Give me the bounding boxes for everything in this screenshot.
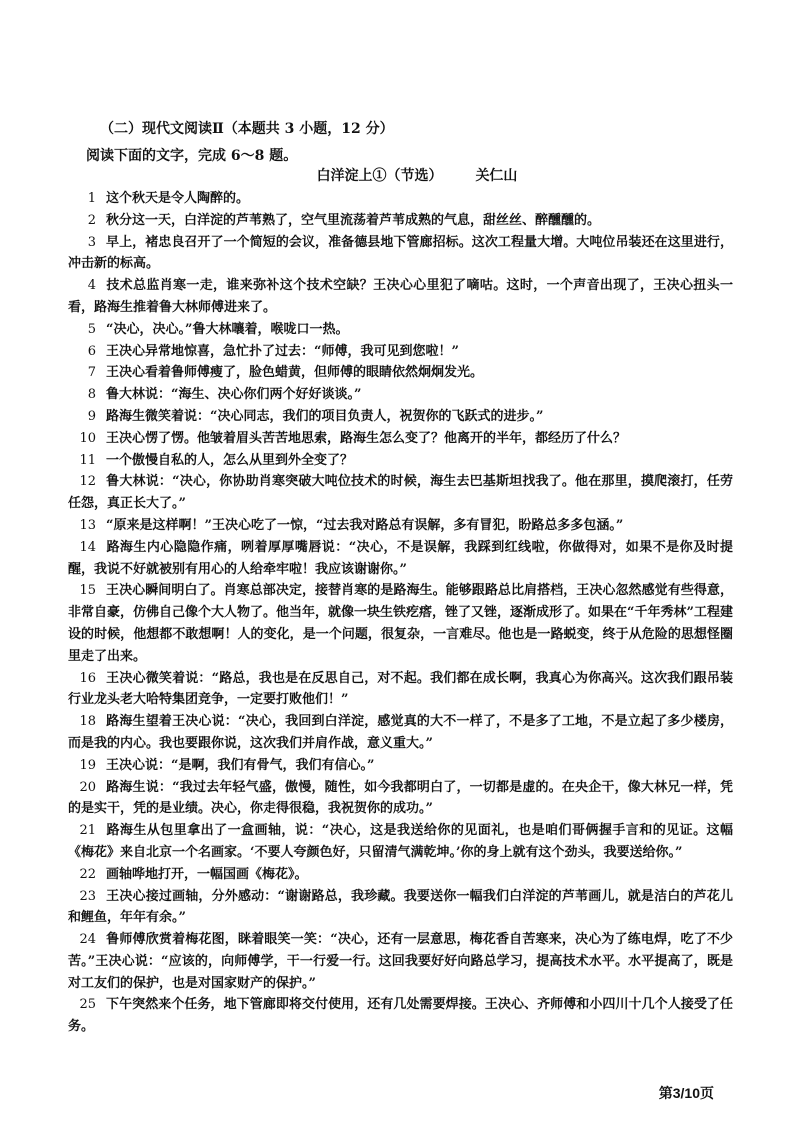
paragraph-number: 15 — [79, 583, 96, 599]
paragraph — [68, 210, 733, 232]
paragraph — [68, 777, 733, 821]
article-author: 关仁山 — [475, 168, 518, 184]
paragraph-text: 王决心微笑着说：“路总，我也是在反思自己，对不起。我们都在成长啊，我真心为你高兴。这次我们跟吊装行业龙头老大哈特集团竞争，一定要打败他们！” — [68, 670, 733, 708]
paragraph — [68, 994, 733, 1038]
paragraph-text: 王决心异常地惊喜，急忙扑了过去：“师傅，我可见到您啦！” — [106, 343, 459, 359]
paragraph-number: 24 — [79, 932, 96, 948]
paragraph-text: 王决心接过画轴，分外感动：“谢谢路总，我珍藏。我要送你一幅我们白洋淀的芦苇画儿，就是洁白的芦花儿和鲤鱼，年年有余。” — [68, 888, 733, 926]
paragraph-text: 路海生说：“我过去年轻气盛，傲慢，随性，如今我都明白了，一切都是虚的。在央企干，像大林兄一样，凭的是实干，凭的是业绩。决心，你走得很稳，我祝贺你的成功。” — [68, 779, 733, 817]
paragraph — [68, 537, 733, 581]
paragraph — [68, 820, 733, 864]
paragraph-number: 9 — [87, 408, 96, 424]
paragraph-number: 16 — [79, 670, 96, 686]
paragraph — [68, 711, 733, 755]
paragraph-text: 王决心瞬间明白了。肖寒总部决定，接替肖寒的是路海生。能够跟路总比肩搭档，王决心忽然感觉有些得意，非常自豪，仿佛自己像个大人物了。他当年，就像一块生铁疙瘩，锉了又锉，逐渐成形了。如果在“千年秀林”工程建设的时候，他想都不敢想啊！人的变化，是一个问题，很复杂，一言难尽。他也是一路蜕变，终于从危险的思想怪圈里走了出来。 — [68, 583, 733, 664]
paragraph — [68, 929, 733, 994]
paragraph-number: 6 — [87, 343, 96, 359]
paragraph — [68, 384, 733, 406]
paragraph-text: “原来是这样啊！”王决心吃了一惊，“过去我对路总有误解，多有冒犯，盼路总多多包涵。” — [106, 517, 624, 533]
paragraph-text: 路海生内心隐隐作痛，咧着厚厚嘴唇说：“决心，不是误解，我踩到红线啦，你做得对，如果不是你及时提醒，我说不好就被别有用心的人给牵牢啦！我应该谢谢你。” — [68, 539, 733, 577]
paragraph-number: 5 — [87, 321, 96, 337]
article-body — [68, 188, 733, 1038]
paragraph-text: 这个秋天是令人陶醉的。 — [106, 191, 250, 206]
page-number: 第3/10页 — [658, 1085, 714, 1101]
paragraph-number: 22 — [79, 866, 96, 882]
paragraph-number: 14 — [79, 539, 96, 555]
paragraph-text: “决心，决心。”鲁大林嚷着，喉咙口一热。 — [106, 321, 349, 337]
paragraph — [68, 428, 733, 450]
paragraph — [68, 668, 733, 712]
paragraph — [68, 275, 733, 319]
paragraph-text: 鲁师傅欣赏着梅花图，眯着眼笑一笑：“决心，还有一层意思，梅花香自苦寒来，决心为了练电焊，吃了不少苦。”王决心说：“应该的，向师傅学，干一行爱一行。这回我要好好向路总学习，提高技术水平。水平提高了，既是对工友们的保护，也是对国家财产的保护。” — [68, 932, 733, 991]
paragraph-text: 画轴哗地打开，一幅国画《梅花》。 — [106, 866, 308, 882]
article-heading — [0, 165, 794, 185]
paragraph — [68, 188, 733, 210]
paragraph-text: 早上，褚忠良召开了一个简短的会议，准备德县地下管廊招标。这次工程量大增。大吨位吊装还在这里进行，冲击新的标高。 — [68, 234, 733, 272]
paragraph-text: 下午突然来个任务，地下管廊即将交付使用，还有几处需要焊接。王决心、齐师傅和小四川十几个人接受了任务。 — [68, 997, 733, 1035]
paragraph-number: 8 — [87, 387, 96, 403]
paragraph-number: 11 — [79, 452, 96, 468]
paragraph-number: 20 — [79, 779, 96, 795]
paragraph — [68, 471, 733, 515]
paragraph-number: 23 — [79, 888, 96, 904]
paragraph-number: 18 — [79, 714, 96, 730]
paragraph-number: 25 — [79, 997, 96, 1013]
paragraph — [68, 886, 733, 930]
paragraph-text: 路海生从包里拿出了一盒画轴，说：“决心，这是我送给你的见面礼，也是咱们哥俩握手言和的见证。这幅《梅花》来自北京一个名画家。‘不要人夸颜色好，只留清气满乾坤。’你的身上就有这个劲头，我要送给你。” — [68, 823, 733, 860]
paragraph-number: 1 — [87, 191, 96, 206]
paragraph-number: 7 — [87, 365, 96, 381]
paragraph — [68, 755, 733, 777]
paragraph-number: 3 — [87, 234, 96, 250]
paragraph-number: 21 — [79, 823, 96, 839]
paragraph — [68, 864, 733, 886]
paragraph — [68, 341, 733, 363]
paragraph-text: 王决心说：“是啊，我们有骨气，我们有信心。” — [106, 757, 375, 773]
paragraph — [68, 319, 733, 341]
paragraph-number: 19 — [79, 757, 96, 773]
paragraph-number: 10 — [79, 430, 96, 446]
paragraph-text: 路海生望着王决心说：“决心，我回到白洋淀，感觉真的大不一样了，不是多了工地，不是立起了多少楼房，而是我的内心。我也要跟你说，这次我们并肩作战，意义重大。” — [68, 714, 733, 751]
paragraph-number: 13 — [79, 517, 96, 533]
paragraph-text: 王决心愣了愣。他皱着眉头苦苦地思索，路海生怎么变了？他离开的半年，都经历了什么？ — [106, 430, 627, 446]
article-title: 白洋淀上①（节选） — [316, 168, 443, 184]
paragraph-text: 鲁大林说：“海生、决心你们两个好好谈谈。” — [106, 387, 362, 403]
paragraph-number: 4 — [87, 278, 96, 294]
paragraph-text: 路海生微笑着说：“决心同志，我们的项目负责人，祝贺你的飞跃式的进步。” — [106, 408, 544, 424]
paragraph — [68, 450, 733, 472]
paragraph-text: 秋分这一天，白洋淀的芦苇熟了，空气里流荡着芦苇成熟的气息，甜丝丝、醉醺醺的。 — [106, 212, 601, 228]
paragraph-number: 2 — [87, 212, 96, 228]
paragraph — [68, 580, 733, 667]
paragraph — [68, 406, 733, 428]
paragraph-text: 技术总监肖寒一走，谁来弥补这个技术空缺？王决心心里犯了嘀咕。这时，一个声音出现了，王决心扭头一看，路海生推着鲁大林师傅进来了。 — [68, 278, 733, 315]
paragraph — [68, 515, 733, 537]
section-title: （二）现代文阅读Ⅱ（本题共 3 小题，12 分） — [100, 121, 394, 137]
paragraph-text: 一个傲慢自私的人，怎么从里到外全变了？ — [106, 452, 354, 468]
paragraph-text: 王决心看着鲁师傅瘦了，脸色蜡黄，但师傅的眼睛依然炯炯发光。 — [106, 365, 484, 381]
reading-instruction: 阅读下面的文字，完成 6～8 题。 — [86, 148, 298, 164]
paragraph-number: 12 — [79, 474, 96, 490]
paragraph — [68, 362, 733, 384]
paragraph — [68, 232, 733, 276]
paragraph-text: 鲁大林说：“决心，你协助肖寒突破大吨位技术的时候，海生去巴基斯坦找我了。他在那里，摸爬滚打，任劳任怨，真正长大了。” — [68, 474, 733, 512]
